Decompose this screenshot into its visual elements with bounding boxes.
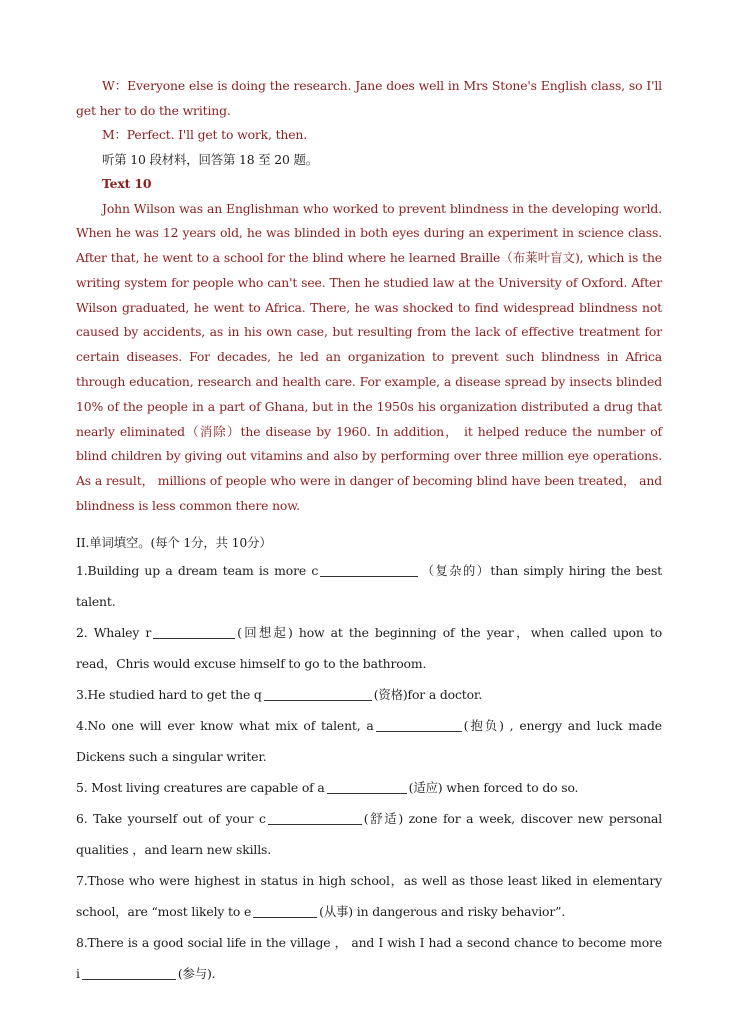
question-text-after: (回想起) how at the beginning of the year，when called upon to read，Chris would excuse himself to go to the bathroom. [76,624,662,671]
dialogue-text-m: Perfect. I'll get to work, then. [126,127,308,142]
speaker-m: M： [102,127,127,142]
question-item [76,710,662,772]
answer-blank[interactable] [376,717,462,732]
question-text-after: (从事) in dangerous and risky behavior”. [319,903,566,919]
question-text-before: 4.No one will ever know what mix of talent, a [76,717,374,733]
question-item [76,803,662,865]
listening-instruction: 听第 10 段材料，回答第 18 至 20 题。 [102,151,319,167]
question-text-before: 6. Take yourself out of your c [76,810,266,826]
question-text-after: （复杂的）than simply hiring the best talent. [76,562,663,609]
question-text-before: 5. Most living creatures are capable of a [76,779,325,795]
question-text-before: 3.He studied hard to get the q [76,686,262,702]
question-text-after: (适应) when forced to do so. [408,779,579,795]
question-text-after: (舒适) zone for a week, discover new personal qualities ，and learn new skills. [76,810,663,857]
dialogue-line-w [76,74,662,123]
answer-blank[interactable] [327,779,407,794]
question-item [76,865,662,927]
question-text-after: (参与). [177,965,216,981]
question-text-after: (抱负) , energy and luck made Dickens such a singular writer. [76,717,662,764]
question-item [76,772,662,803]
question-text-before: 8.There is a good social life in the village ， and I wish I had a second chance to become more i [76,934,662,981]
question-list [76,555,662,989]
text10-body: John Wilson was an Englishman who worked to prevent blindness in the developing world. When he was 12 years old, he was blinded in both eyes during an experiment in science class. After that, he went to a school for the blind where he learned Braille（布莱叶盲文), which is the writing system for people who can't see. Then he studied law at the University of Oxford. After Wilson graduated, he went to Africa. There, he was shocked to find widespread blindness not caused by accidents, as in his own case, but resulting from the lack of effective treatment for certain diseases. For decades, he led an organization to prevent such blindness in Africa through education, research and health care. For example, a disease spread by insects blinded 10% of the people in a part of Ghana, but in the 1950s his organization distributed a drug that nearly eliminated（消除）the disease by 1960. In addition， it helped reduce the number of blind children by giving out vitamins and also by performing over three million eye operations. As a result， millions of people who were in danger of becoming blind have been treated， and blindness is less common there now. [76,200,662,514]
answer-blank[interactable] [153,624,235,639]
answer-blank[interactable] [253,903,317,918]
question-text-before: 1.Building up a dream team is more c [76,562,319,578]
text10-title: Text 10 [102,176,152,191]
question-text-before: 2. Whaley r [76,624,152,640]
question-item [76,679,662,710]
document-page [76,74,662,989]
dialogue-text-w: Everyone else is doing the research. Jane does well in Mrs Stone's English class, so I'll get her to do the writing. [76,78,662,118]
answer-blank[interactable] [82,965,176,980]
question-text-before: 7.Those who were highest in status in high school，as well as those least liked in elementary school，are “most likely to e [76,872,662,919]
answer-blank[interactable] [320,562,418,577]
dialogue-line-m [76,123,662,148]
answer-blank[interactable] [264,686,372,701]
question-item [76,555,662,617]
section2-heading: II.单词填空。(每个 1分，共 10分） [76,534,272,550]
question-text-after: (资格)for a doctor. [373,686,483,702]
answer-blank[interactable] [268,810,362,825]
question-item [76,617,662,679]
speaker-w: W： [102,78,128,93]
question-item [76,927,662,989]
